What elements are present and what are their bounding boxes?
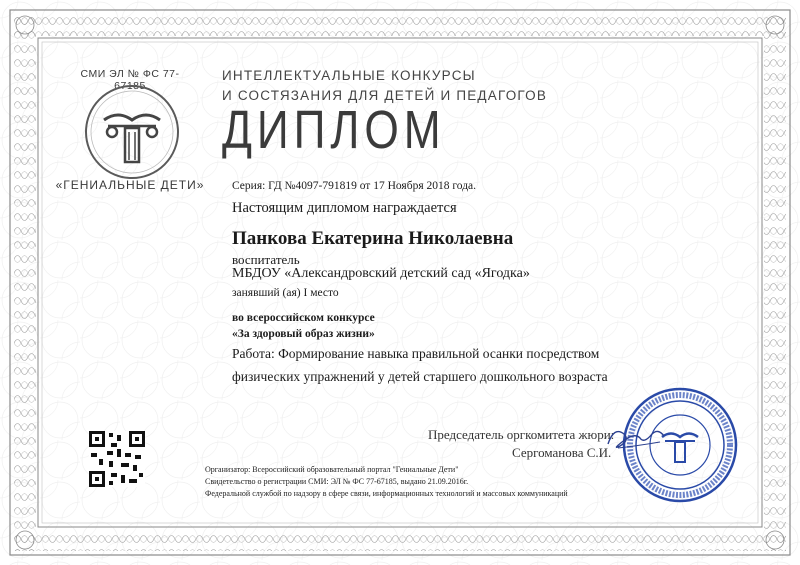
diploma-title: ДИПЛОМ: [222, 100, 446, 160]
chairman-label: Председатель оргкомитета жюри:: [428, 427, 615, 442]
contest-label: во всероссийском конкурсе: [232, 312, 375, 324]
footer-organizer: Организатор: Всероссийский образовательный портал "Гениальные Дети": [205, 465, 459, 474]
registration-number: СМИ ЭЛ № ФС 77-67185: [80, 68, 180, 92]
series-number: Серия: ГД №4097-791819 от 17 Ноября 2018 года.: [232, 180, 477, 192]
qr-code-icon: [89, 431, 145, 487]
footer-authority: Федеральной службой по надзору в сфере связи, информационных технологий и массовых коммуникаций: [205, 489, 568, 498]
pillar-logo-icon: [82, 82, 182, 182]
recipient-organization: МБДОУ «Александровский детский сад «Ягодка»: [232, 266, 530, 281]
recipient-position: воспитатель: [232, 252, 300, 267]
place-awarded: занявший (ая) I место: [232, 287, 339, 299]
logo-name: «ГЕНИАЛЬНЫЕ ДЕТИ»: [55, 178, 205, 192]
header-line-2: И СОСТЯЗАНИЯ ДЛЯ ДЕТЕЙ И ПЕДАГОГОВ: [222, 88, 548, 103]
footer-certificate: Свидетельство о регистрации СМИ: ЭЛ № ФС 77-67185, выдано 21.09.2016г.: [205, 477, 469, 486]
header-line-1: ИНТЕЛЛЕКТУАЛЬНЫЕ КОНКУРСЫ: [222, 68, 476, 83]
contest-topic: «За здоровый образ жизни»: [232, 328, 375, 340]
awarded-text: Настоящим дипломом награждается: [232, 200, 457, 216]
signature-icon: [600, 420, 670, 456]
work-title-line-1: Работа: Формирование навыка правильной осанки посредством: [232, 346, 600, 361]
recipient-name: Панкова Екатерина Николаевна: [232, 228, 514, 249]
work-title-line-2: физических упражнений у детей старшего дошкольного возраста: [232, 369, 608, 384]
chairman-name: Сергоманова С.И.: [512, 445, 612, 460]
